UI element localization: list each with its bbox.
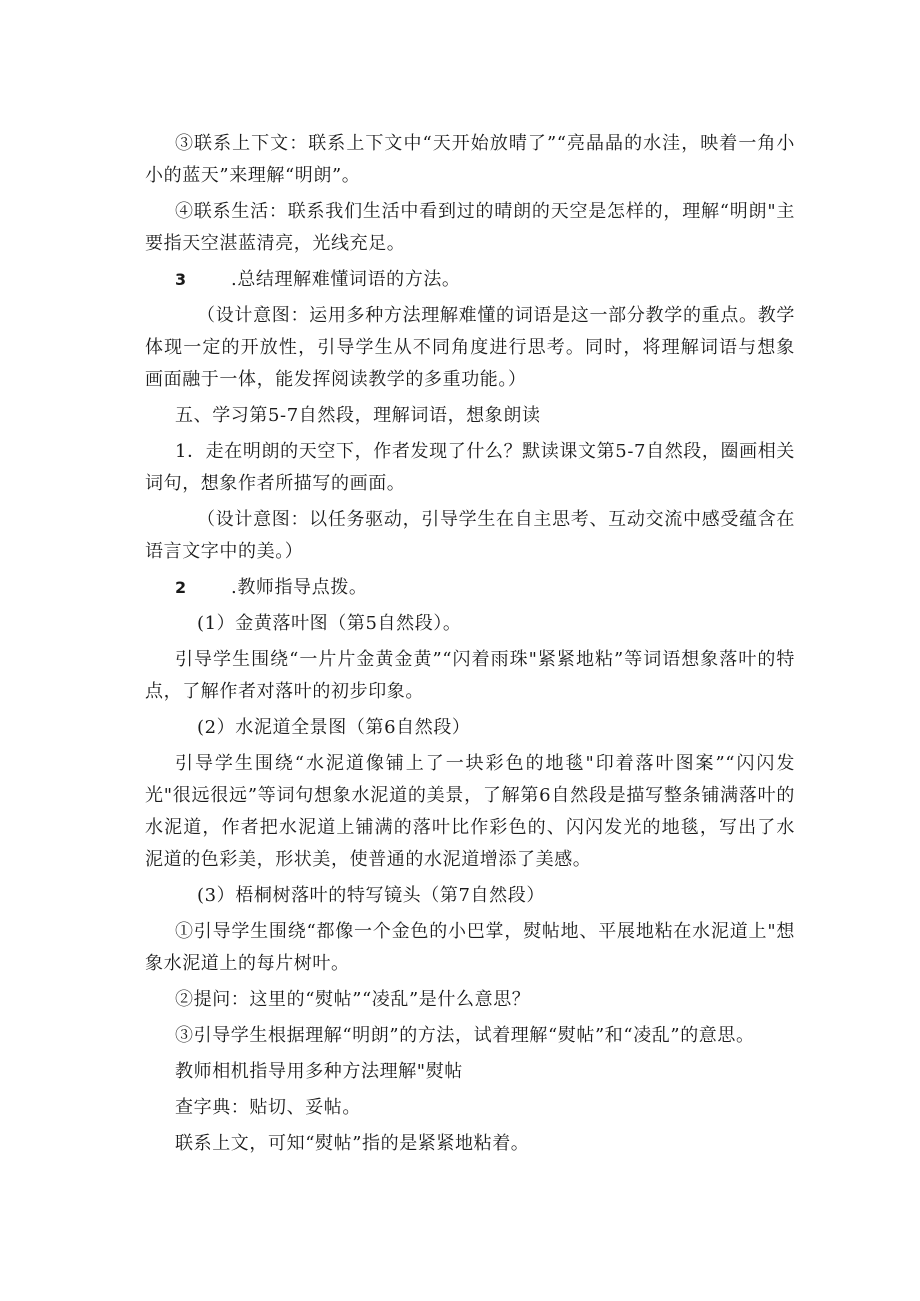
paragraph-closeup-step-3: ③引导学生根据理解“明朗”的方法，试着理解“熨帖”和“凌乱”的意思。 bbox=[175, 1025, 755, 1046]
paragraph-context-method: ③联系上下文：联系上下文中“天开始放晴了”“亮晶晶的水洼，映着一角小小的蓝天”来理解“明朗”。 bbox=[145, 133, 795, 186]
heading-text: .总结理解难懂词语的方法。 bbox=[231, 269, 461, 290]
heading-text: .教师指导点拨。 bbox=[231, 577, 368, 598]
paragraph-teacher-guide: 教师相机指导用多种方法理解"熨帖 bbox=[175, 1061, 463, 1082]
heading-number: 3 bbox=[175, 270, 187, 289]
section-heading-five: 五、学习第5-7自然段，理解词语，想象朗读 bbox=[175, 405, 541, 426]
paragraph-dictionary: 查字典：贴切、妥帖。 bbox=[175, 1097, 361, 1118]
subheading-sycamore-closeup: (3）梧桐树落叶的特写镜头（第7自然段） bbox=[197, 885, 545, 906]
document-body bbox=[145, 128, 795, 1164]
subheading-golden-leaves: (1）金黄落叶图（第5自然段）。 bbox=[197, 613, 462, 634]
paragraph-task-one: 1．走在明朗的天空下，作者发现了什么？默读课文第5-7自然段，圈画相关词句，想象作者所描写的画面。 bbox=[145, 441, 795, 494]
paragraph-closeup-step-1: ①引导学生围绕“都像一个金色的小巴掌，熨帖地、平展地粘在水泥道上"想象水泥道上的每片树叶。 bbox=[145, 921, 795, 974]
heading-teacher-guidance bbox=[145, 572, 795, 604]
paragraph-cement-road: 引导学生围绕“水泥道像铺上了一块彩色的地毯"印着落叶图案”“闪闪发光"很远很远”等词句想象水泥道的美景，了解第6自然段是描写整条铺满落叶的水泥道，作者把水泥道上铺满的落叶比作彩色的、闪闪发光的地毯，写出了水泥道的色彩美，形状美，使普通的水泥道增添了美感。 bbox=[145, 753, 795, 870]
heading-summarize-methods bbox=[145, 264, 795, 296]
paragraph-golden-leaves: 引导学生围绕“一片片金黄金黄”“闪着雨珠"紧紧地粘”等词语想象落叶的特点，了解作者对落叶的初步印象。 bbox=[145, 649, 795, 702]
paragraph-life-method: ④联系生活：联系我们生活中看到过的晴朗的天空是怎样的，理解“明朗"主要指天空湛蓝清亮，光线充足。 bbox=[145, 201, 795, 254]
paragraph-context-meaning: 联系上文，可知“熨帖”指的是紧紧地粘着。 bbox=[175, 1133, 530, 1154]
paragraph-design-intent-2: （设计意图：以任务驱动，引导学生在自主思考、互动交流中感受蕴含在语言文字中的美。） bbox=[145, 509, 795, 562]
paragraph-design-intent-1: （设计意图：运用多种方法理解难懂的词语是这一部分教学的重点。教学体现一定的开放性，引导学生从不同角度进行思考。同时，将理解词语与想象画面融于一体，能发挥阅读教学的多重功能。） bbox=[145, 305, 795, 390]
heading-number: 2 bbox=[175, 578, 187, 597]
subheading-cement-road: (2）水泥道全景图（第6自然段） bbox=[197, 717, 471, 738]
paragraph-closeup-step-2: ②提问：这里的“熨帖”“凌乱”是什么意思？ bbox=[175, 989, 531, 1010]
